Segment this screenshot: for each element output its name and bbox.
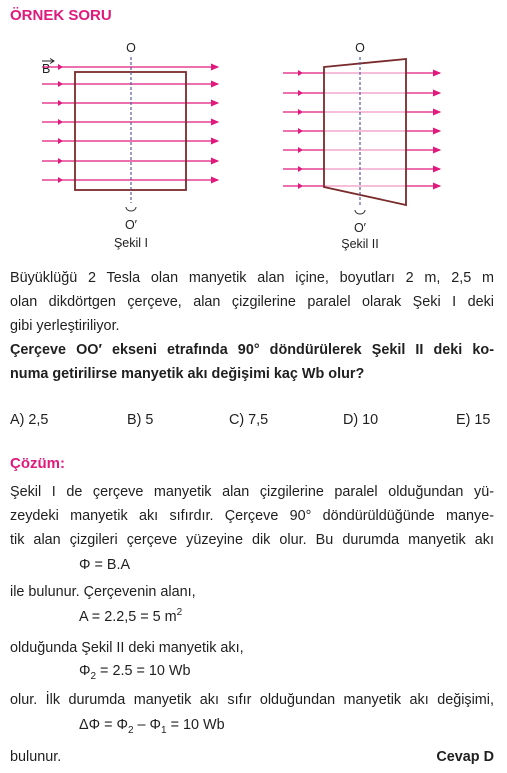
solution-line: zeydeki manyetik akı sıfırdır. Çerçeve 90° döndürüldüğünde manye- [10,508,494,524]
option-b: B) 5 [127,412,154,428]
option-e: E) 15 [456,412,491,428]
solution-text-3: olduğunda Şekil II deki manyetik akı, [10,640,244,656]
figures [0,35,507,260]
rotation-icon-fig1 [126,207,136,211]
question-line: olan dikdörtgen çerçeve, alan çizgilerine paralel olarak Şeki I deki [10,294,494,310]
frame-fig2 [324,59,406,205]
question-line: Büyüklüğü 2 Tesla olan manyetik alan içine, boyutları 2 m, 2,5 m [10,270,494,286]
example-question-title: ÖRNEK SORU [10,7,112,24]
solution-line: Şekil I de çerçeve manyetik alan çizgilerine paralel olduğundan yü- [10,484,494,500]
field-label-b: B [42,62,51,76]
caption-fig1: Şekil I [113,236,149,250]
question-bold-line: numa getirilirse manyetik akı değişimi kaç Wb olur? [10,366,365,382]
equation-flux-change: $\Delta\Phi = \Phi_2 - \Phi_1 = 10$ Wb [79,717,225,736]
question-text [10,266,494,386]
option-c: C) 7,5 [229,412,269,428]
equation-area: A = 2.2,5 = 5 $m^2$ [79,607,183,625]
solution-paragraph-1 [10,480,494,552]
figure-2 [283,41,440,251]
solution-heading: Çözüm: [10,455,65,472]
question-line: gibi yerleştiriliyor. [10,318,120,334]
rotation-icon-fig2 [355,210,365,214]
figure-1 [42,41,218,250]
axis-label-o-fig1: O [126,41,136,55]
answer-label: Cevap D [436,749,494,765]
axis-label-o-fig2: O [355,41,365,55]
option-a: A) 2,5 [10,412,49,428]
option-d: D) 10 [343,412,379,428]
field-lines-fig1 [42,67,218,180]
axis-label-oprime-fig1: O′ [124,218,138,232]
solution-text-2: ile bulunur. Çerçevenin alanı, [10,584,196,600]
equation-flux-2: $\Phi_2 = 2.5 = 10$ Wb [79,663,191,682]
axis-label-oprime-fig2: O′ [353,221,367,235]
solution-text-5: bulunur. [10,749,62,765]
caption-fig2: Şekil II [341,237,379,251]
solution-line: tik alan çizgileri çerçeve yüzeyine dik olur. Bu durumda manyetik akı [10,532,494,548]
question-bold-line: Çerçeve OO′ ekseni etrafında 90° döndürülerek Şekil II deki ko- [10,342,494,358]
solution-text-4: olur. İlk durumda manyetik akı sıfır olduğundan manyetik akı değişimi, [10,692,494,708]
equation-flux: Φ = B.A [79,557,131,573]
